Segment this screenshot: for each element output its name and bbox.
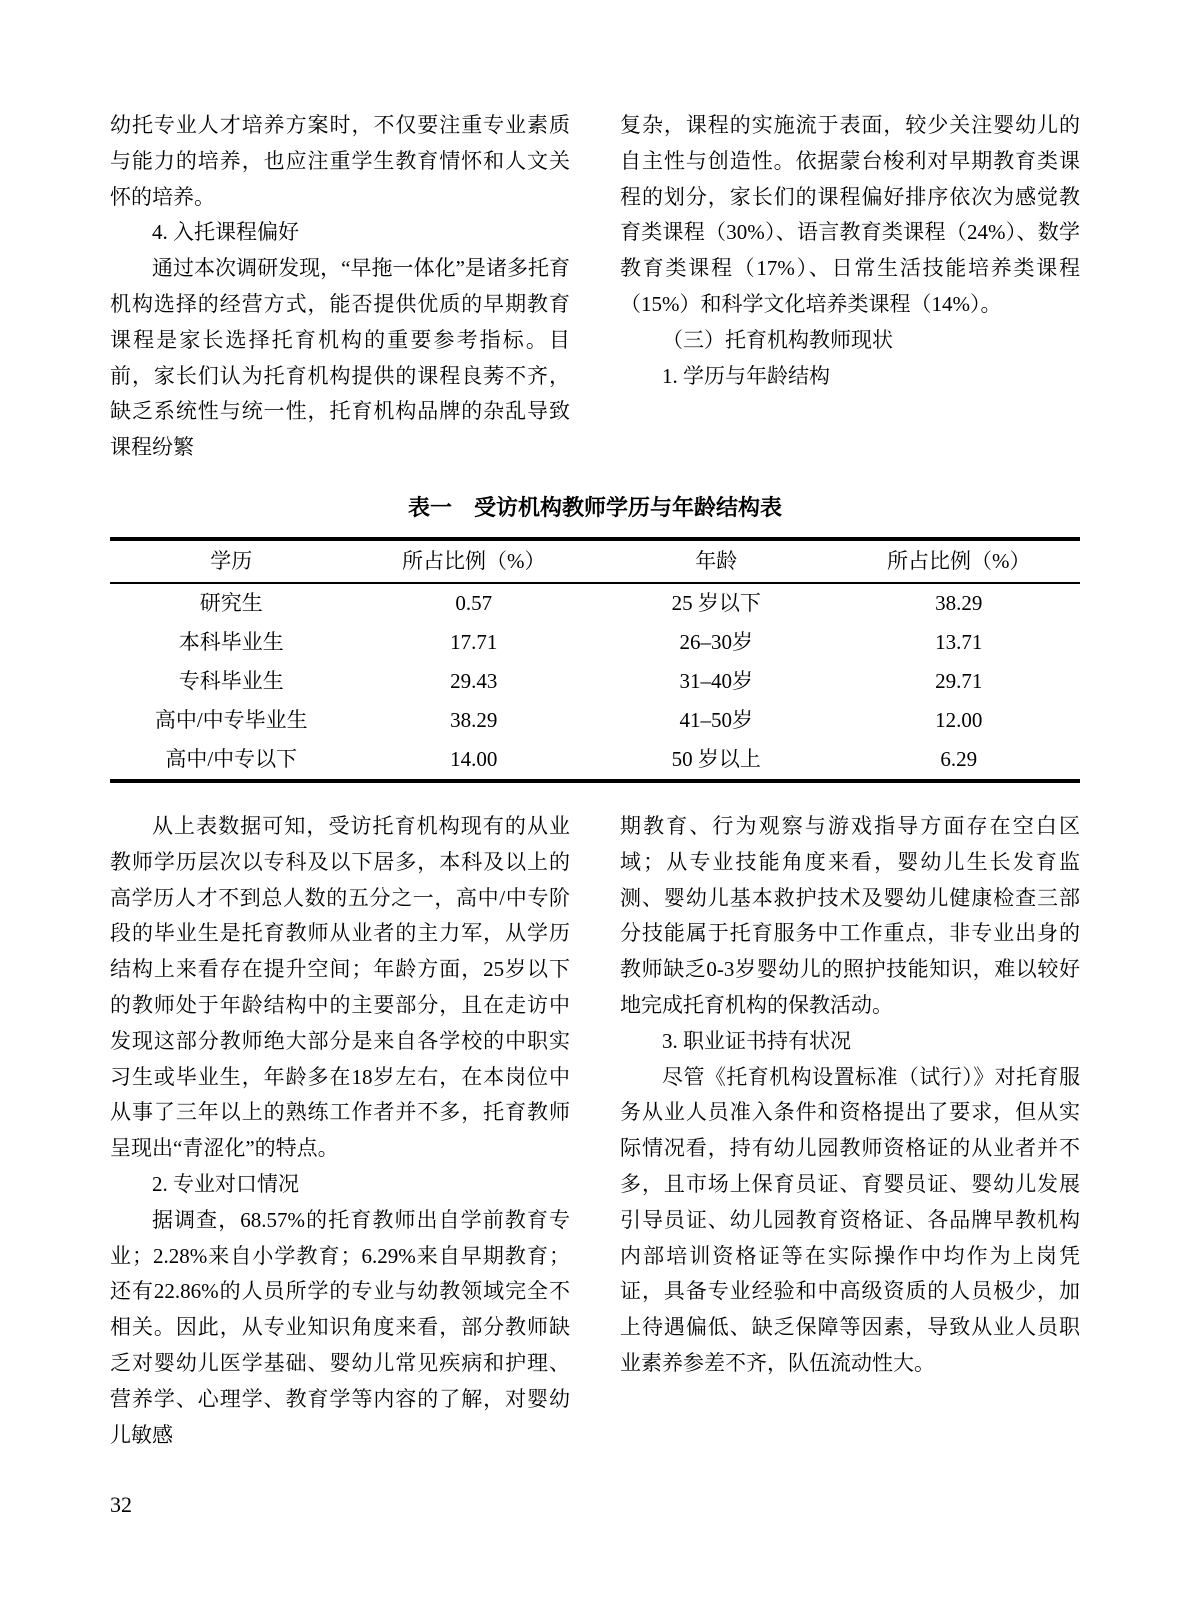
table-cell: 13.71	[935, 629, 983, 654]
table-cell: 29.71	[935, 668, 983, 693]
table-cell: 研究生	[199, 590, 263, 615]
page-content	[110, 108, 1080, 1453]
heading-certificate-status: 3. 职业证书持有状况	[662, 1028, 851, 1053]
heading-education-age-structure: 1. 学历与年龄结构	[662, 363, 830, 388]
bottom-text-section	[110, 809, 1080, 1453]
table-cell: 高中/中专以下	[165, 746, 298, 771]
table-block	[110, 494, 1080, 783]
top-left-column	[110, 108, 570, 466]
paragraph-certificate-analysis: 尽管《托育机构设置标准（试行）》对托育服务从业人员准入条件和资格提出了要求，但从实际情况看，持有幼儿园教师资格证的从业者并不多，且市场上保育员证、育婴员证、婴幼儿发展引导员证、幼儿园教育资格证、各品牌早教机构内部培训资格证等在实际操作中均作为上岗凭证，具备专业经验和中高级资质的人员极少，加上待遇偏低、缺乏保障等因素，导致从业人员职业素养参差不齐，队伍流动性大。	[620, 1064, 1080, 1375]
paragraph-talent-training: 幼托专业人才培养方案时，不仅要注重专业素质与能力的培养，也应注重学生教育情怀和人文关怀的培养。	[110, 113, 570, 209]
bottom-right-column	[620, 809, 1080, 1453]
bottom-left-column	[110, 809, 570, 1453]
heading-institution-teacher-status: （三）托育机构教师现状	[662, 327, 893, 352]
teacher-structure-table	[110, 537, 1080, 783]
table-row	[110, 623, 1080, 662]
table-header-row	[110, 539, 1080, 583]
table-row	[110, 701, 1080, 740]
table-cell: 25 岁以下	[671, 590, 761, 615]
table-body	[110, 583, 1080, 781]
table-row	[110, 583, 1080, 623]
top-right-column	[620, 108, 1080, 466]
paragraph-course-preference-ranking: 复杂，课程的实施流于表面，较少关注婴幼儿的自主性与创造性。依据蒙台梭利对早期教育类课程的划分，家长们的课程偏好排序依次为感觉教育类课程（30%）、语言教育类课程（24%）、数学教育类课程（17%）、日常生活技能培养类课程（15%）和科学文化培养类课程（14%）。	[620, 113, 1080, 316]
paragraph-skill-gaps: 期教育、行为观察与游戏指导方面存在空白区域；从专业技能角度来看，婴幼儿生长发育监测、婴幼儿基本救护技术及婴幼儿健康检查三部分技能属于托育服务中工作重点，非专业出身的教师缺乏0-3岁婴幼儿的照护技能知识，难以较好地完成托育机构的保教活动。	[620, 813, 1080, 1017]
table-cell: 31–40岁	[679, 668, 753, 693]
table-cell: 29.43	[450, 668, 498, 693]
top-text-section	[110, 108, 1080, 466]
table-row	[110, 740, 1080, 781]
table-cell: 26–30岁	[679, 629, 753, 654]
table-head	[110, 539, 1080, 583]
table-cell: 0.57	[455, 590, 493, 615]
table-cell: 6.29	[940, 746, 978, 771]
paragraph-research-findings: 通过本次调研发现，“早拖一体化”是诸多托育机构选择的经营方式，能否提供优质的早期教育课程是家长选择托育机构的重要参考指标。目前，家长们认为托育机构提供的课程良莠不齐，缺乏系统性与统一性，托育机构品牌的杂乱导致课程纷繁	[110, 256, 570, 460]
table-cell: 38.29	[450, 707, 498, 732]
table-cell: 17.71	[450, 629, 498, 654]
paragraph-major-survey: 据调查，68.57%的托育教师出自学前教育专业；2.28%来自小学教育；6.29%来自早期教育；还有22.86%的人员所学的专业与幼教领域完全不相关。因此，从专业知识角度来看，部分教师缺乏对婴幼儿医学基础、婴幼儿常见疾病和护理、营养学、心理学、教育学等内容的了解，对婴幼儿敏感	[110, 1207, 570, 1447]
heading-entry-course-preference: 4. 入托课程偏好	[152, 220, 299, 245]
column-header-education-percent: 所占比例（%）	[353, 539, 596, 583]
table-cell: 14.00	[450, 746, 498, 771]
table-cell: 38.29	[935, 590, 983, 615]
table-row	[110, 662, 1080, 701]
table-cell: 高中/中专毕业生	[154, 707, 308, 732]
column-header-age-percent: 所占比例（%）	[838, 539, 1081, 583]
table-cell: 50 岁以上	[671, 746, 761, 771]
paragraph-table-analysis: 从上表数据可知，受访托育机构现有的从业教师学历层次以专科及以下居多，本科及以上的高学历人才不到总人数的五分之一，高中/中专阶段的毕业生是托育教师从业者的主力军，从学历结构上来看存在提升空间；年龄方面，25岁以下的教师处于年龄结构中的主要部分，且在走访中发现这部分教师绝大部分是来自各学校的中职实习生或毕业生，年龄多在18岁左右，在本岗位中从事了三年以上的熟练工作者并不多，托育教师呈现出“青涩化”的特点。	[110, 813, 570, 1161]
table-cell: 41–50岁	[679, 707, 753, 732]
table-cell: 本科毕业生	[178, 629, 284, 654]
table-cell: 专科毕业生	[178, 668, 284, 693]
column-header-education: 学历	[110, 539, 353, 583]
page-number: 32	[110, 1492, 132, 1517]
heading-major-match-status: 2. 专业对口情况	[152, 1171, 299, 1196]
table-cell: 12.00	[935, 707, 983, 732]
column-header-age: 年龄	[595, 539, 838, 583]
table-title: 表一 受访机构教师学历与年龄结构表	[407, 494, 782, 520]
